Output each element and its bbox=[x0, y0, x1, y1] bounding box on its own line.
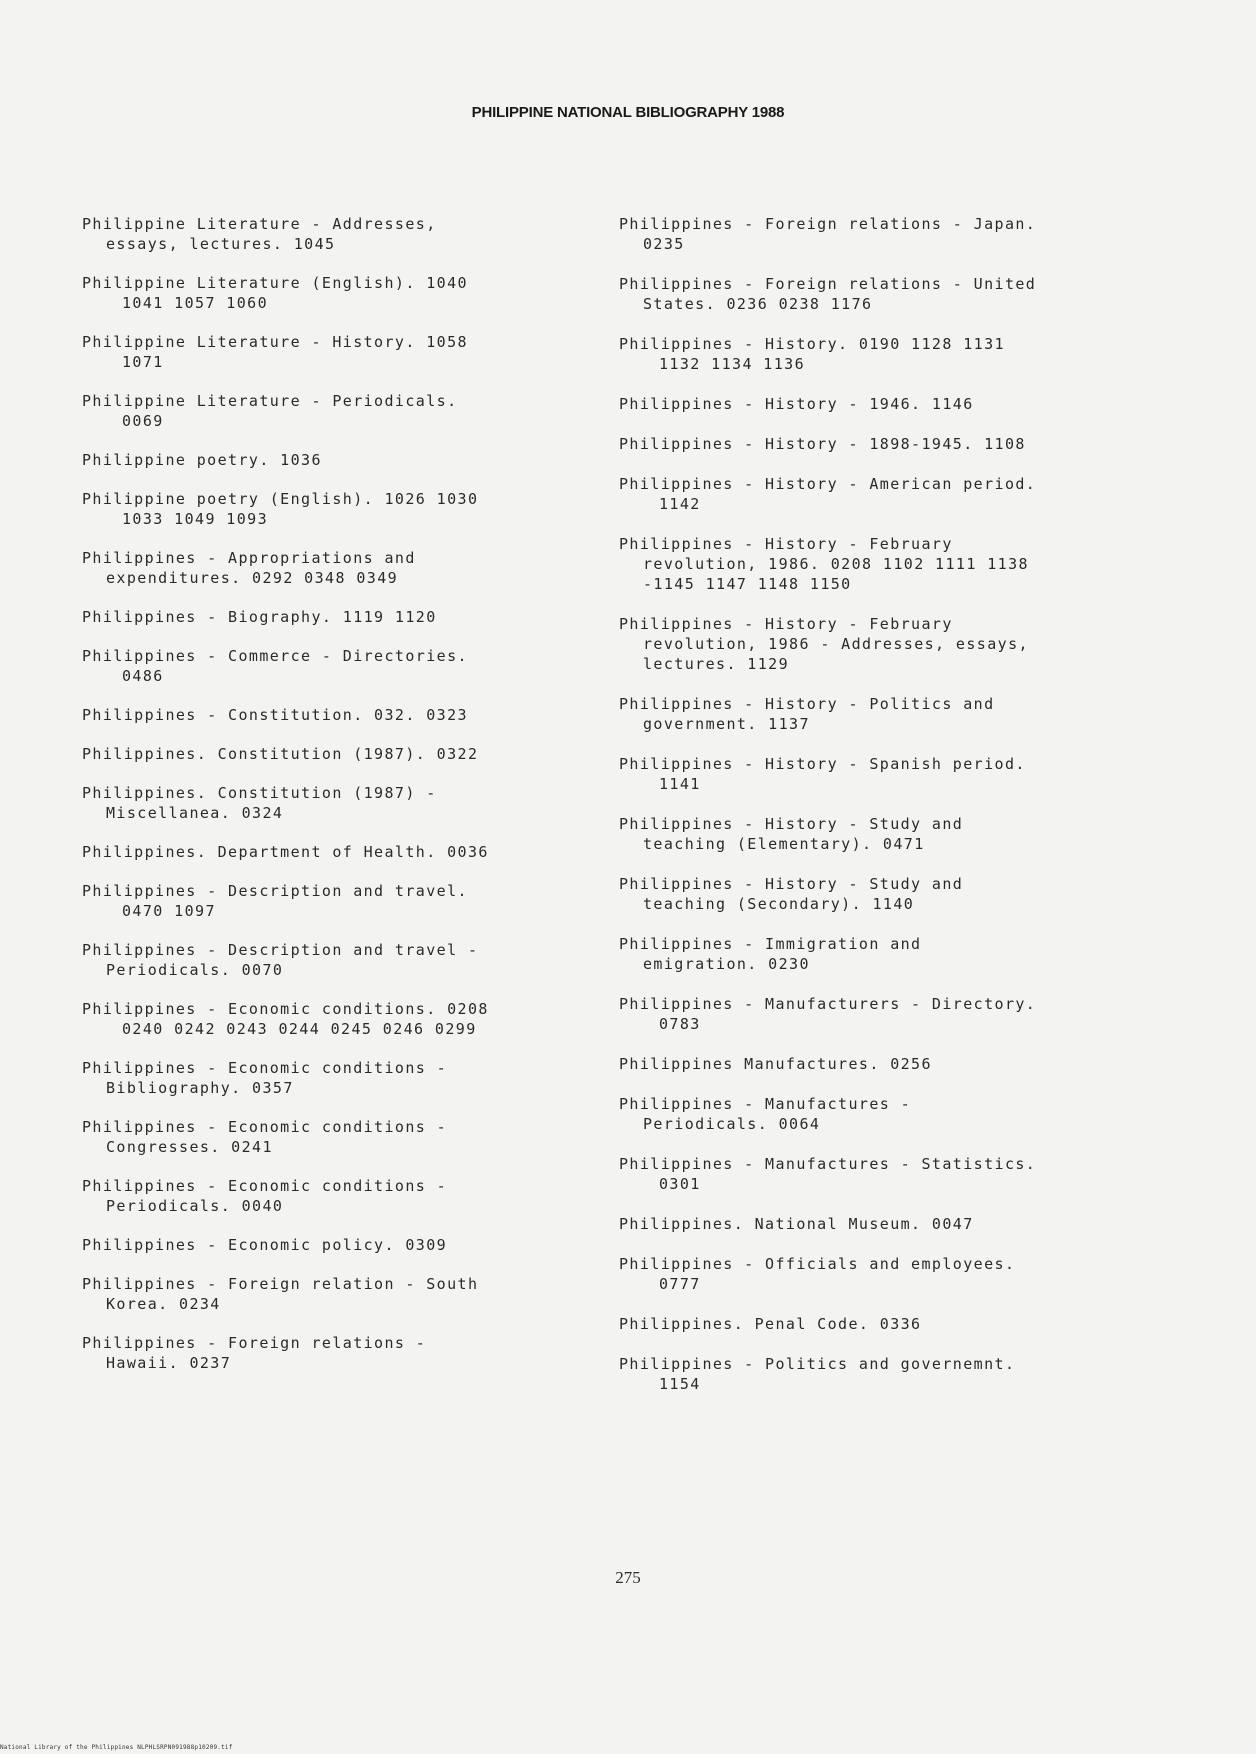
index-entry bbox=[619, 474, 1139, 514]
index-entry bbox=[619, 1254, 1139, 1294]
entry-continuation: 0486 bbox=[122, 667, 164, 685]
entry-heading: Philippines - History - 1898-1945. 1108 bbox=[619, 435, 1026, 453]
index-entry bbox=[82, 607, 602, 627]
entry-continuation: essays, lectures. 1045 bbox=[106, 235, 336, 253]
index-entry bbox=[82, 940, 602, 980]
index-entry bbox=[619, 614, 1139, 674]
entry-heading: Philippines - History. 0190 1128 1131 bbox=[619, 335, 1005, 353]
index-entry bbox=[82, 881, 602, 921]
index-entry bbox=[619, 754, 1139, 794]
index-entry bbox=[619, 1094, 1139, 1134]
index-entry bbox=[82, 646, 602, 686]
index-entry bbox=[619, 814, 1139, 854]
entry-continuation: government. 1137 bbox=[643, 715, 810, 733]
index-entry bbox=[82, 548, 602, 588]
entry-continuation: 0301 bbox=[659, 1175, 701, 1193]
entry-heading: Philippine Literature - History. 1058 bbox=[82, 333, 468, 351]
entry-heading: Philippines - History - Study and bbox=[619, 875, 964, 893]
scan-footer-stamp: National Library of the Philippines NLPHLSRPN091988p10209.tif bbox=[0, 1744, 233, 1751]
index-entry bbox=[619, 694, 1139, 734]
entry-heading: Philippines - Manufacturers - Directory. bbox=[619, 995, 1037, 1013]
entry-continuation: Bibliography. 0357 bbox=[106, 1079, 294, 1097]
index-entry bbox=[619, 1354, 1139, 1394]
entry-continuation: 1041 1057 1060 bbox=[122, 294, 269, 312]
entry-heading: Philippines - Description and travel - bbox=[82, 941, 479, 959]
entry-heading: Philippines - Foreign relations - United bbox=[619, 275, 1037, 293]
entry-heading: Philippines - History - Spanish period. bbox=[619, 755, 1026, 773]
entry-continuation: 1154 bbox=[659, 1375, 701, 1393]
entry-heading: Philippines. National Museum. 0047 bbox=[619, 1215, 974, 1233]
index-entry bbox=[619, 434, 1139, 454]
entry-heading: Philippine Literature (English). 1040 bbox=[82, 274, 468, 292]
entry-continuation: 1142 bbox=[659, 495, 701, 513]
entry-continuation: States. 0236 0238 1176 bbox=[643, 295, 873, 313]
entry-heading: Philippines - Description and travel. bbox=[82, 882, 468, 900]
index-entry bbox=[619, 994, 1139, 1034]
index-entry bbox=[619, 214, 1139, 254]
entry-continuation: Congresses. 0241 bbox=[106, 1138, 273, 1156]
entry-continuation: 0777 bbox=[659, 1275, 701, 1293]
index-entry bbox=[82, 1333, 602, 1373]
index-entry bbox=[82, 1117, 602, 1157]
page-title: PHILIPPINE NATIONAL BIBLIOGRAPHY 1988 bbox=[471, 104, 785, 121]
index-entry bbox=[619, 934, 1139, 974]
index-entry bbox=[619, 334, 1139, 374]
entry-heading: Philippines Manufactures. 0256 bbox=[619, 1055, 932, 1073]
page-number: 275 bbox=[615, 1568, 641, 1587]
index-entry bbox=[82, 1274, 602, 1314]
entry-heading: Philippines - History - Study and bbox=[619, 815, 964, 833]
entry-heading: Philippines - Economic conditions - bbox=[82, 1059, 448, 1077]
entry-heading: Philippines - History - American period. bbox=[619, 475, 1037, 493]
entry-continuation: emigration. 0230 bbox=[643, 955, 810, 973]
entry-continuation: lectures. 1129 bbox=[643, 655, 790, 673]
entry-continuation: Periodicals. 0070 bbox=[106, 961, 284, 979]
index-entry bbox=[82, 214, 602, 254]
index-entry bbox=[82, 1176, 602, 1216]
index-entry bbox=[82, 999, 602, 1039]
entry-continuation: 1071 bbox=[122, 353, 164, 371]
entry-heading: Philippines. Department of Health. 0036 bbox=[82, 843, 489, 861]
index-entry bbox=[619, 1214, 1139, 1234]
entry-heading: Philippines - Immigration and bbox=[619, 935, 922, 953]
index-entry bbox=[619, 274, 1139, 314]
entry-heading: Philippines - Appropriations and bbox=[82, 549, 416, 567]
entry-heading: Philippines - Biography. 1119 1120 bbox=[82, 608, 437, 626]
entry-heading: Philippines - Foreign relations - Japan. bbox=[619, 215, 1037, 233]
entry-heading: Philippines - Foreign relations - bbox=[82, 1334, 427, 1352]
entry-continuation: revolution, 1986 - Addresses, essays, bbox=[643, 635, 1029, 653]
entry-heading: Philippines - Politics and governemnt. bbox=[619, 1355, 1016, 1373]
entry-heading: Philippines. Penal Code. 0336 bbox=[619, 1315, 922, 1333]
index-entry bbox=[619, 1314, 1139, 1334]
entry-heading: Philippines - Manufactures - bbox=[619, 1095, 912, 1113]
index-entry bbox=[82, 391, 602, 431]
left-index-column bbox=[82, 214, 602, 1392]
entry-continuation: 1033 1049 1093 bbox=[122, 510, 269, 528]
index-entry bbox=[82, 332, 602, 372]
entry-heading: Philippines - Constitution. 032. 0323 bbox=[82, 706, 468, 724]
index-entry bbox=[82, 1235, 602, 1255]
entry-heading: Philippine poetry. 1036 bbox=[82, 451, 322, 469]
entry-continuation: 0069 bbox=[122, 412, 164, 430]
entry-continuation: 0470 1097 bbox=[122, 902, 216, 920]
entry-continuation: Miscellanea. 0324 bbox=[106, 804, 284, 822]
right-index-column bbox=[619, 214, 1139, 1414]
entry-heading: Philippines - History - Politics and bbox=[619, 695, 995, 713]
entry-continuation: -1145 1147 1148 1150 bbox=[643, 575, 852, 593]
entry-heading: Philippines - Officials and employees. bbox=[619, 1255, 1016, 1273]
entry-heading: Philippines - Economic conditions - bbox=[82, 1118, 448, 1136]
entry-continuation: 0783 bbox=[659, 1015, 701, 1033]
entry-continuation: teaching (Elementary). 0471 bbox=[643, 835, 925, 853]
entry-heading: Philippines - History - February bbox=[619, 615, 953, 633]
entry-continuation: revolution, 1986. 0208 1102 1111 1138 bbox=[643, 555, 1029, 573]
index-entry bbox=[82, 842, 602, 862]
entry-continuation: Periodicals. 0040 bbox=[106, 1197, 284, 1215]
entry-continuation: Korea. 0234 bbox=[106, 1295, 221, 1313]
entry-continuation: teaching (Secondary). 1140 bbox=[643, 895, 915, 913]
index-entry bbox=[82, 744, 602, 764]
entry-heading: Philippines - History - February bbox=[619, 535, 953, 553]
index-entry bbox=[619, 1054, 1139, 1074]
index-entry bbox=[82, 705, 602, 725]
entry-heading: Philippine poetry (English). 1026 1030 bbox=[82, 490, 479, 508]
index-entry bbox=[619, 874, 1139, 914]
entry-continuation: expenditures. 0292 0348 0349 bbox=[106, 569, 399, 587]
entry-heading: Philippines - History - 1946. 1146 bbox=[619, 395, 974, 413]
entry-heading: Philippine Literature - Addresses, bbox=[82, 215, 437, 233]
entry-heading: Philippines - Foreign relation - South bbox=[82, 1275, 479, 1293]
entry-continuation: 0240 0242 0243 0244 0245 0246 0299 bbox=[122, 1020, 477, 1038]
entry-continuation: 1132 1134 1136 bbox=[659, 355, 806, 373]
entry-heading: Philippines. Constitution (1987). 0322 bbox=[82, 745, 479, 763]
entry-continuation: Hawaii. 0237 bbox=[106, 1354, 232, 1372]
entry-heading: Philippines - Commerce - Directories. bbox=[82, 647, 468, 665]
entry-continuation: 0235 bbox=[643, 235, 685, 253]
entry-continuation: 1141 bbox=[659, 775, 701, 793]
entry-heading: Philippines. Constitution (1987) - bbox=[82, 784, 437, 802]
entry-heading: Philippine Literature - Periodicals. bbox=[82, 392, 458, 410]
index-entry bbox=[82, 1058, 602, 1098]
index-entry bbox=[619, 394, 1139, 414]
index-entry bbox=[82, 489, 602, 529]
index-entry bbox=[82, 450, 602, 470]
entry-continuation: Periodicals. 0064 bbox=[643, 1115, 821, 1133]
entry-heading: Philippines - Manufactures - Statistics. bbox=[619, 1155, 1037, 1173]
index-entry bbox=[619, 1154, 1139, 1194]
index-entry bbox=[619, 534, 1139, 594]
entry-heading: Philippines - Economic conditions. 0208 bbox=[82, 1000, 489, 1018]
index-entry bbox=[82, 273, 602, 313]
entry-heading: Philippines - Economic conditions - bbox=[82, 1177, 448, 1195]
index-entry bbox=[82, 783, 602, 823]
entry-heading: Philippines - Economic policy. 0309 bbox=[82, 1236, 448, 1254]
